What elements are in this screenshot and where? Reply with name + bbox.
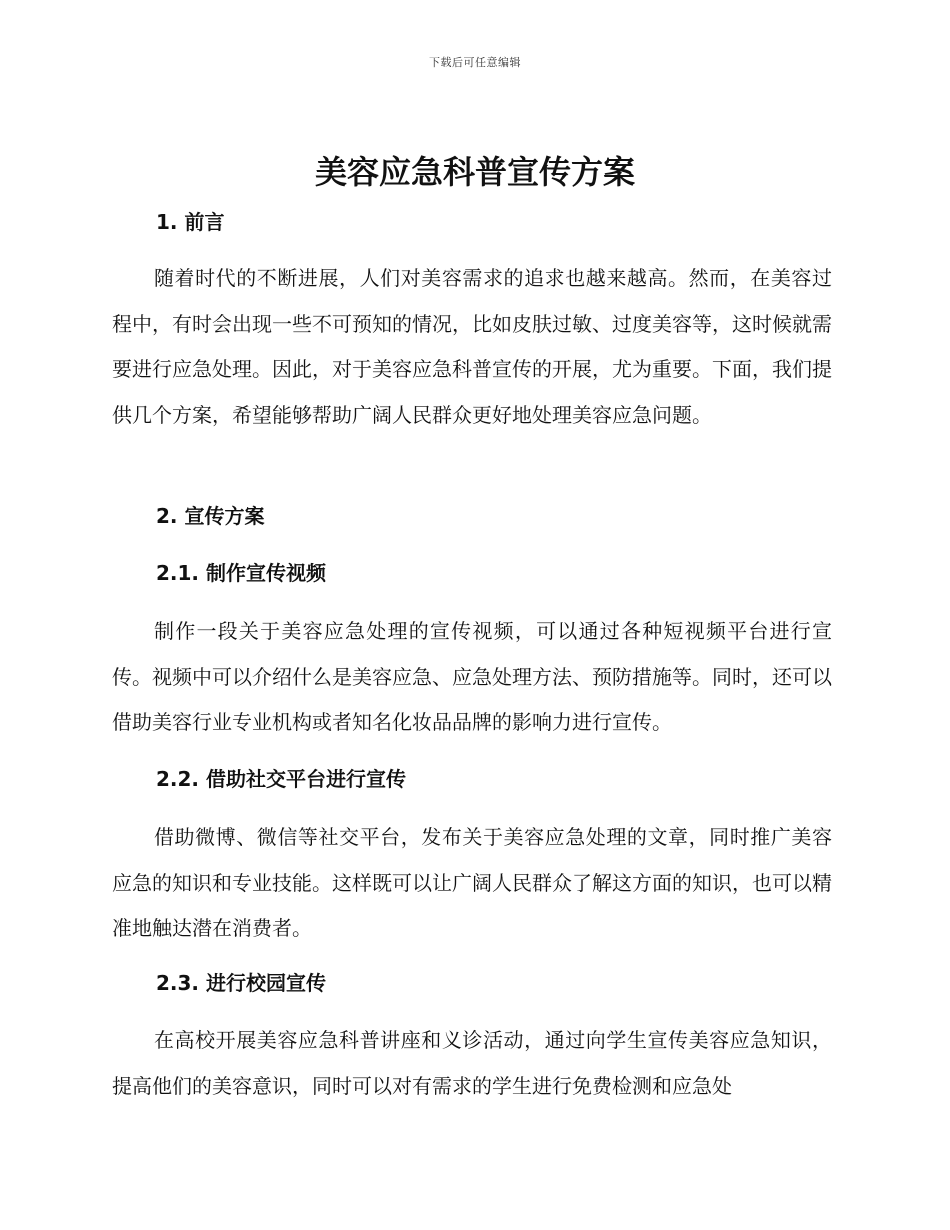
subsection-heading-campus: 2.3. 进行校园宣传 bbox=[156, 971, 326, 995]
section-heading-plan: 2. 宣传方案 bbox=[156, 504, 265, 528]
paragraph-social: 借助微博、微信等社交平台，发布关于美容应急处理的文章，同时推广美容应急的知识和专业技能。这样既可以让广阔人民群众了解这方面的知识，也可以精准地触达潜在消费者。 bbox=[112, 825, 832, 940]
paragraph-campus: 在高校开展美容应急科普讲座和义诊活动，通过向学生宣传美容应急知识，提高他们的美容意识，同时可以对有需求的学生进行免费检测和应急处 bbox=[112, 1028, 832, 1098]
document-title: 美容应急科普宣传方案 bbox=[314, 153, 635, 191]
paragraph-video: 制作一段关于美容应急处理的宣传视频，可以通过各种短视频平台进行宣传。视频中可以介绍什么是美容应急、应急处理方法、预防措施等。同时，还可以借助美容行业专业机构或者知名化妆品品牌的影响力进行宣传。 bbox=[112, 619, 832, 734]
header-note: 下载后可任意编辑 bbox=[429, 56, 521, 69]
section-heading-preface: 1. 前言 bbox=[156, 210, 225, 234]
subsection-heading-social: 2.2. 借助社交平台进行宣传 bbox=[156, 767, 406, 791]
paragraph-preface: 随着时代的不断进展，人们对美容需求的追求也越来越高。然而，在美容过程中，有时会出现一些不可预知的情况，比如皮肤过敏、过度美容等，这时候就需要进行应急处理。因此，对于美容应急科普宣传的开展，尤为重要。下面，我们提供几个方案，希望能够帮助广阔人民群众更好地处理美容应急问题。 bbox=[112, 266, 832, 427]
subsection-heading-video: 2.1. 制作宣传视频 bbox=[156, 561, 326, 585]
